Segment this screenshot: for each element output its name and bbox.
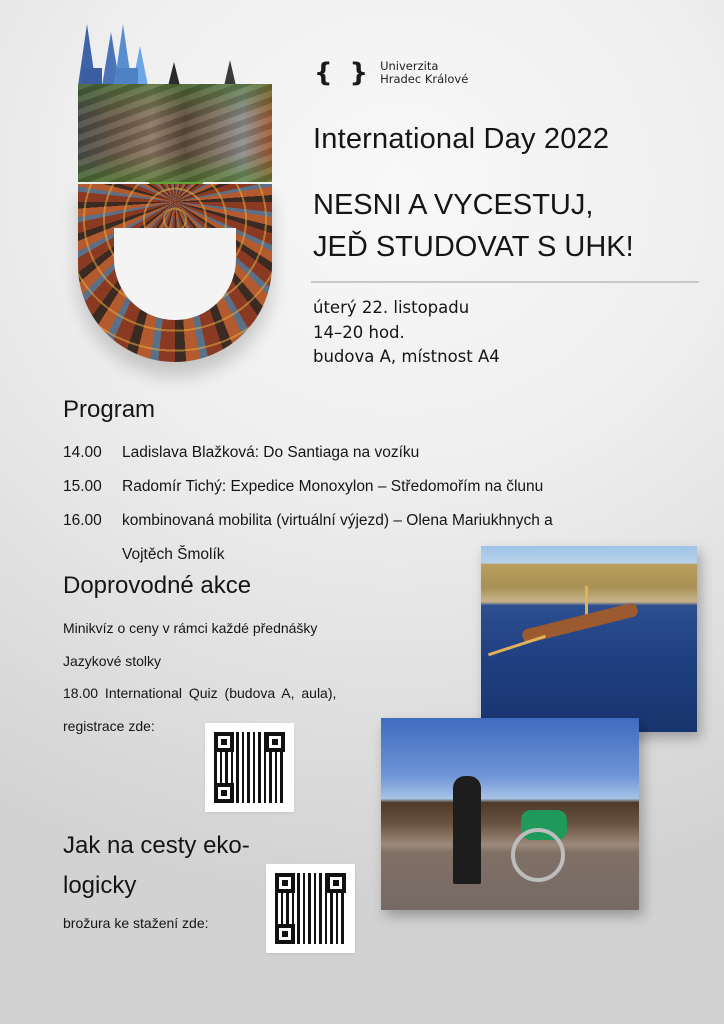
event-place: budova A, místnost A4 xyxy=(313,347,500,366)
divider xyxy=(311,281,699,283)
program-list xyxy=(63,436,553,572)
program-item xyxy=(63,436,553,470)
slogan: NESNI A VYCESTUJ, JEĎ STUDOVAT S UHK! xyxy=(313,189,634,263)
side-event-item: 18.00 International Quiz (budova A, aula), xyxy=(63,685,337,702)
qr-code-icon xyxy=(214,732,285,803)
letter-u-ornament-graphic xyxy=(78,184,272,362)
side-events-heading: Doprovodné akce xyxy=(63,572,252,599)
town-collage-graphic xyxy=(78,84,272,182)
braces-logo-icon: { } xyxy=(314,58,373,88)
brochure-download-label: brožura ke stažení zde: xyxy=(63,915,209,931)
program-text: Ladislava Blažková: Do Santiaga na vozíku xyxy=(122,444,420,461)
side-events-list xyxy=(63,612,336,742)
wheelchair-graphic xyxy=(511,828,565,882)
event-logo-artwork xyxy=(78,24,278,364)
program-time: 14.00 xyxy=(63,444,102,461)
event-datetime-place xyxy=(313,296,500,370)
tower-graphic xyxy=(224,60,236,86)
university-logo xyxy=(314,60,468,86)
university-name: Univerzita Hradec Králové xyxy=(380,59,469,86)
qr-code-registration[interactable] xyxy=(205,723,294,812)
person-graphic xyxy=(453,776,481,884)
eco-travel-heading: Jak na cesty eko- logicky xyxy=(63,832,250,899)
tower-graphic xyxy=(168,62,180,86)
photo-wheelchair-traveller xyxy=(381,718,639,910)
side-event-item: Jazykové stolky xyxy=(63,652,162,669)
program-item xyxy=(63,504,553,538)
program-text: Radomír Tichý: Expedice Monoxylon – Středomořím na člunu xyxy=(122,478,544,495)
program-time: 15.00 xyxy=(63,478,102,495)
program-item xyxy=(63,470,553,504)
program-text: kombinovaná mobilita (virtuální výjezd) – Olena Mariukhnych a xyxy=(122,512,553,529)
side-event-item: Minikvíz o ceny v rámci každé přednášky xyxy=(63,620,318,637)
registration-label: registrace zde: xyxy=(63,717,155,734)
photo-monoxylon-boat xyxy=(481,546,697,732)
program-item-continuation: Vojtěch Šmolík xyxy=(122,546,225,563)
program-heading: Program xyxy=(63,396,156,423)
qr-code-icon xyxy=(275,873,346,944)
event-date: úterý 22. listopadu xyxy=(313,298,470,317)
event-time: 14–20 hod. xyxy=(313,322,405,342)
page-title: International Day 2022 xyxy=(313,123,610,155)
qr-code-brochure[interactable] xyxy=(266,864,355,953)
program-time: 16.00 xyxy=(63,512,102,529)
